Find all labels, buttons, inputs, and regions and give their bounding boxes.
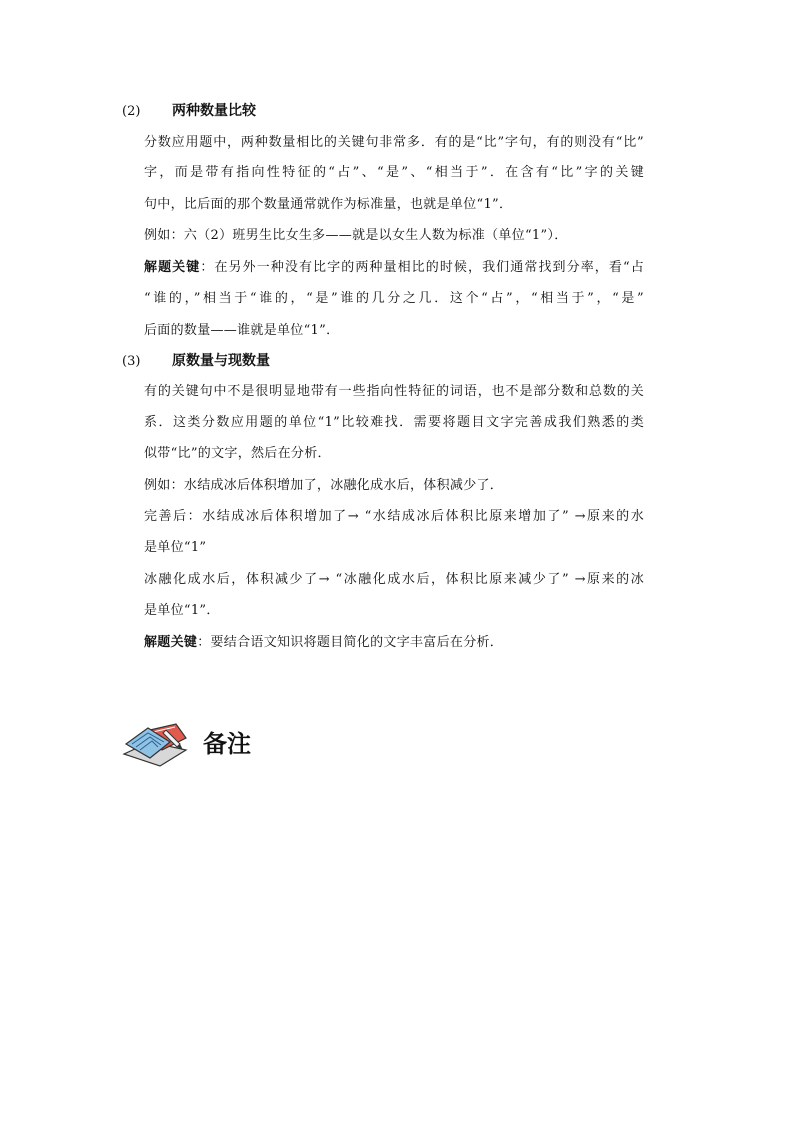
section-2-key-line-3: 后面的数量——谁就是单位“1”． [144, 323, 340, 338]
section-2-title: 两种数量比较 [172, 103, 256, 119]
section-3-key-label: 解题关键 [144, 635, 198, 650]
section-2-line-2: 字，而是带有指向性特征的“占”、“是”、“相当于”．在含有“比”字的关键 [144, 165, 644, 180]
section-2-key-text-1: ：在另外一种没有比字的两种量相比的时候，我们通常找到分率，看“占 [200, 260, 645, 275]
section-2-line-1: 分数应用题中，两种数量相比的关键句非常多．有的是“比”字句，有的则没有“比” [144, 135, 644, 150]
section-3-number: (3) [122, 354, 141, 369]
section-2-number: (2) [122, 104, 141, 119]
section-3-key-line [144, 633, 644, 653]
notebook-icon [120, 720, 190, 770]
section-3-improved-4: 是单位“1”． [144, 603, 220, 618]
section-3-improved-3: 冰融化成水后，体积减少了→ “冰融化成水后，体积比原来减少了” →原来的冰 [144, 572, 644, 587]
section-2-key-label: 解题关键 [144, 260, 201, 275]
section-2-heading [122, 101, 256, 122]
section-3-example: 例如：水结成冰后体积增加了，冰融化成水后，体积减少了． [144, 478, 504, 493]
section-2-key-line-2: “谁的，”相当于“谁的，“是”谁的几分之几．这个“占”，“相当于”，“是” [144, 291, 644, 306]
section-2-line-3: 句中，比后面的那个数量通常就作为标准量，也就是单位“1”． [144, 197, 513, 212]
section-3-line-3: 似带“比”的文字，然后在分析． [144, 446, 331, 461]
section-3-line-1: 有的关键句中不是很明显地带有一些指向性特征的词语，也不是部分数和总数的关 [144, 384, 644, 399]
section-2-key-line-1 [144, 258, 644, 278]
section-3-heading [122, 351, 270, 372]
section-3-improved-1: 完善后：水结成冰后体积增加了→ “水结成冰后体积比原来增加了” →原来的水 [144, 509, 644, 524]
section-3-improved-2: 是单位“1” [144, 540, 207, 555]
section-3-title: 原数量与现数量 [172, 353, 270, 369]
section-3-line-2: 系．这类分数应用题的单位“1”比较难找．需要将题目文字完善成我们熟悉的类 [144, 415, 644, 430]
note-title: 备注 [203, 730, 251, 758]
section-2-example: 例如：六（2）班男生比女生多——就是以女生人数为标准（单位“1”）． [144, 228, 568, 243]
section-3-key-text: ：要结合语文知识将题目简化的文字丰富后在分析． [197, 635, 504, 650]
